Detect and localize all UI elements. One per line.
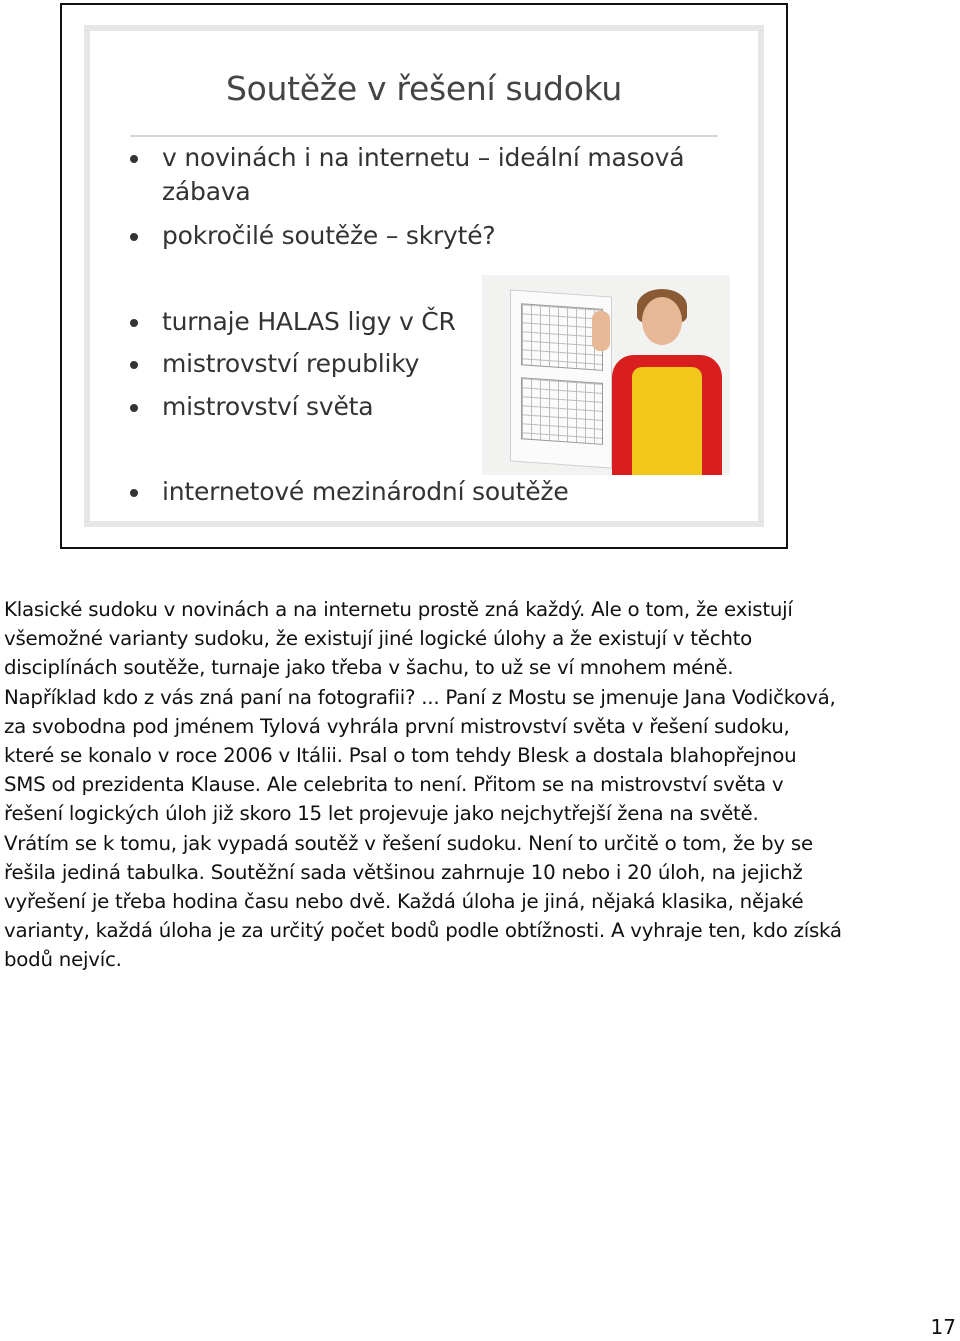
bullet-dot-icon [130,233,138,241]
notes-line: všemožné varianty sudoku, že existují jiné logické úlohy a že existují v těchto [4,627,752,651]
notes-line: které se konalo v roce 2006 v Itálii. Psal o tom tehdy Blesk a dostala blahopřejnou [4,744,797,768]
slide-bullet: internetové mezinárodní soutěže [130,475,690,509]
slide-title: Soutěže v řešení sudoku [226,69,622,108]
notes-line: za svobodna pod jménem Tylová vyhrála první mistrovství světa v řešení sudoku, [4,714,790,738]
sudoku-grid-icon [521,303,603,371]
sudoku-grid-icon [521,377,603,445]
notes-line: varianty, každá úloha je za určitý počet bodů podle obtížnosti. A vyhraje ten, kdo získá [4,919,842,943]
notes-line: Klasické sudoku v novinách a na internetu prostě zná každý. Ale o tom, že existují [4,598,793,621]
notes-line: bodů nejvíc. [4,948,122,972]
notes-line: Například kdo z vás zná paní na fotografii? ... Paní z Mostu se jmenuje Jana Vodičková, [4,685,836,709]
slide-bullet: turnaje HALAS ligy v ČR [130,305,460,339]
notes-line: SMS od prezidenta Klause. Ale celebrita to není. Přitom se na mistrovství světa v [4,773,784,797]
yellow-apron-shape [632,367,702,475]
notes-line: vyřešení je třeba hodina času nebo dvě. Každá úloha je jiná, nějaká klasika, nějaké [4,890,804,914]
face-shape [642,297,682,345]
slide-bullet: mistrovství republiky [130,347,460,381]
page-number: 17 [930,1315,956,1339]
bullet-dot-icon [130,489,138,497]
speaker-notes [4,595,954,975]
notes-line: řešila jediná tabulka. Soutěžní sada většinou zahrnuje 10 nebo i 20 úloh, na jejichž [4,860,803,884]
bullet-dot-icon [130,319,138,327]
slide-bullet: pokročilé soutěže – skryté? [130,219,690,253]
bullet-dot-icon [130,361,138,369]
slide-content [84,25,764,527]
bullet-dot-icon [130,155,138,163]
bullet-dot-icon [130,404,138,412]
victory-hand-shape [592,311,610,351]
notes-line: Vrátím se k tomu, jak vypadá soutěž v řešení sudoku. Není to určitě o tom, že by se [4,831,813,855]
slide-bullet: mistrovství světa [130,390,460,424]
photo-woman-with-sudoku [482,275,730,475]
slide-thumbnail [60,3,788,549]
slide-bullet: v novinách i na internetu – ideální masová zábava [130,141,690,209]
notes-line: řešení logických úloh již skoro 15 let projevuje jako nejchytřejší žena na světě. [4,802,759,826]
notes-line: disciplínách soutěže, turnaje jako třeba v šachu, to už se ví mnohem méně. [4,656,734,680]
